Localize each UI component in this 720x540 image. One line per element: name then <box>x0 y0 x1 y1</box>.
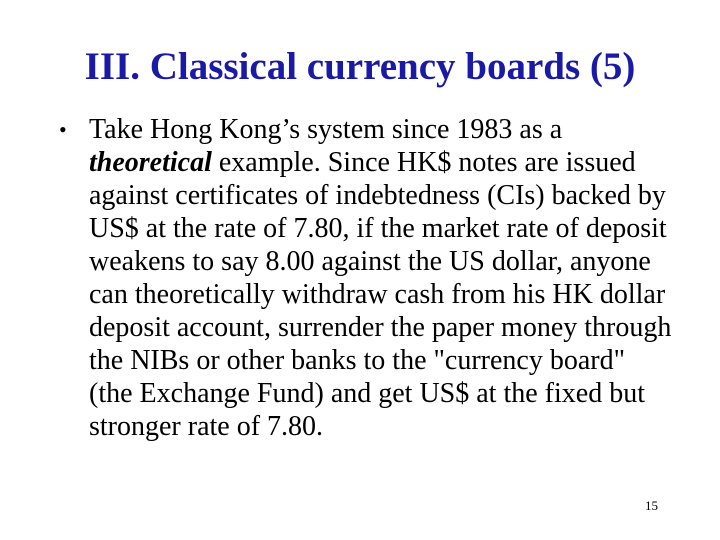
bullet-list <box>55 113 675 443</box>
page-number: 15 <box>645 498 658 513</box>
bullet-text-end: example. Since HK$ notes are issued against certificates of indebtedness (CIs) backed by US$ at the rate of 7.80, if the market rate of deposit weakens to say 8.00 against the US dollar, anyone can theoretically withdraw cash from his HK dollar deposit account, surrender the paper money through the NIBs or other banks to the "currency board" (the Exchange Fund) and get US$ at the fixed but stronger rate of 7.80. <box>89 147 672 442</box>
bullet-emphasis: theoretical <box>89 147 212 178</box>
bullet-item <box>55 113 675 443</box>
slide-title: III. Classical currency boards (5) <box>84 45 636 88</box>
bullet-text-start: Take Hong Kong’s system since 1983 as a <box>89 114 563 145</box>
bullet-marker: • <box>59 117 67 142</box>
